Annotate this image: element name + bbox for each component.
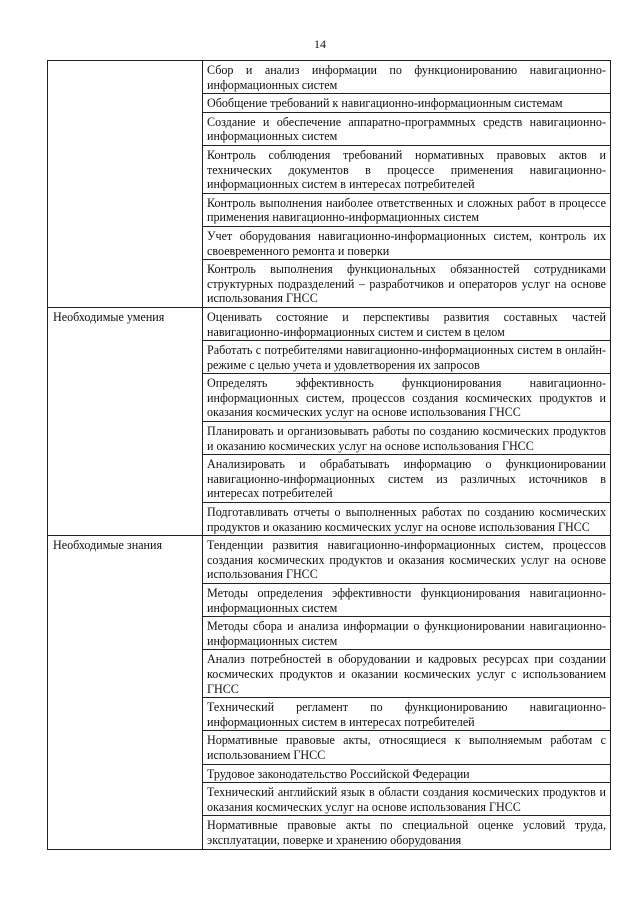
table-cell-item: Анализ потребностей в оборудовании и кадровых ресурсах при создании космических продуктов и оказании космических услуг с использованием ГНСС bbox=[203, 650, 611, 698]
table-cell-item: Контроль выполнения наиболее ответственных и сложных работ в процессе применения навигационно-информационных систем bbox=[203, 193, 611, 226]
section-label: Необходимые знания bbox=[48, 536, 203, 849]
table-cell-item: Тенденции развития навигационно-информационных систем, процессов создания космических продуктов и оказания космических услуг на основе использования ГНСС bbox=[203, 536, 611, 584]
table-cell-item: Технический английский язык в области создания космических продуктов и оказания космических услуг на основе использования ГНСС bbox=[203, 783, 611, 816]
table-cell-item: Обобщение требований к навигационно-информационным системам bbox=[203, 94, 611, 113]
table-cell-item: Определять эффективность функционирования навигационно-информационных систем, процессов создания космических продуктов и оказания космических услуг на основе использования ГНСС bbox=[203, 374, 611, 422]
table-cell-item: Работать с потребителями навигационно-информационных систем в онлайн-режиме с целью учета и удовлетворения их запросов bbox=[203, 341, 611, 374]
table-cell-item: Трудовое законодательство Российской Федерации bbox=[203, 764, 611, 783]
table-cell-item: Планировать и организовывать работы по созданию космических продуктов и оказанию космических услуг на основе использования ГНСС bbox=[203, 422, 611, 455]
table-cell-item: Создание и обеспечение аппаратно-программных средств навигационно-информационных систем bbox=[203, 112, 611, 145]
table-cell-item: Технический регламент по функционированию навигационно-информационных систем в интересах потребителей bbox=[203, 698, 611, 731]
table-cell-item: Контроль соблюдения требований нормативных правовых актов и технических документов в процессе применения навигационно-информационных систем в интересах потребителей bbox=[203, 145, 611, 193]
page-number: 14 bbox=[314, 37, 326, 51]
requirements-table bbox=[47, 60, 611, 850]
table-cell-item: Оценивать состояние и перспективы развития составных частей навигационно-информационных систем и систем в целом bbox=[203, 307, 611, 340]
table-cell-item: Контроль выполнения функциональных обязанностей сотрудниками структурных подразделений – разработчиков и операторов услуг на основе использования ГНСС bbox=[203, 260, 611, 308]
table-row bbox=[48, 307, 611, 340]
table-cell-item: Анализировать и обрабатывать информацию о функционировании навигационно-информационных систем из различных источников в интересах потребителей bbox=[203, 455, 611, 503]
table-body bbox=[48, 61, 611, 850]
section-label bbox=[48, 61, 203, 308]
table-cell-item: Учет оборудования навигационно-информационных систем, контроль их своевременного ремонта и поверки bbox=[203, 226, 611, 259]
section-label: Необходимые умения bbox=[48, 307, 203, 535]
table-cell-item: Сбор и анализ информации по функционированию навигационно-информационных систем bbox=[203, 61, 611, 94]
table-row bbox=[48, 61, 611, 94]
table-row bbox=[48, 536, 611, 584]
table-cell-item: Методы определения эффективности функционирования навигационно-информационных систем bbox=[203, 584, 611, 617]
table-cell-item: Методы сбора и анализа информации о функционировании навигационно-информационных систем bbox=[203, 617, 611, 650]
table-cell-item: Нормативные правовые акты, относящиеся к выполняемым работам с использованием ГНСС bbox=[203, 731, 611, 764]
table-cell-item: Подготавливать отчеты о выполненных работах по созданию космических продуктов и оказанию космических услуг на основе использования ГНСС bbox=[203, 503, 611, 536]
table-cell-item: Нормативные правовые акты по специальной оценке условий труда, эксплуатации, поверке и хранению оборудования bbox=[203, 816, 611, 849]
